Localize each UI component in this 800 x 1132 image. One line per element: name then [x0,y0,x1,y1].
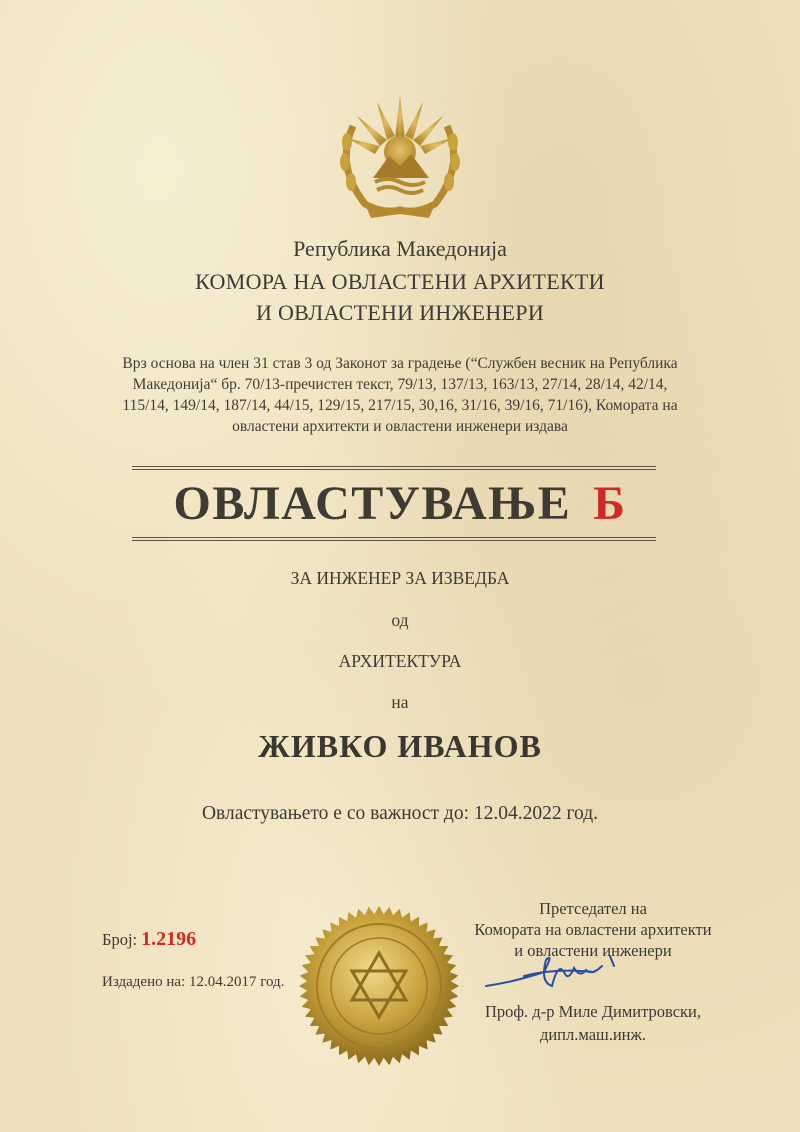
category-letter: Б [593,477,627,530]
legal-basis-line: овластени архитекти и овластени инженери издава [232,418,568,435]
title-rule-top-inner [132,469,656,470]
legal-basis-paragraph [110,353,690,437]
president-line: и овластени инженери [514,941,672,960]
title-text: ОВЛАСТУВАЊЕ [173,477,572,530]
chamber-name-line-1: КОМОРА НА ОВЛАСТЕНИ АРХИТЕКТИ [195,269,605,294]
president-line: Претседател на [539,899,647,918]
issue-date: Издадено на: 12.04.2017 год. [102,974,285,990]
role-connector-na: на [391,692,409,712]
role-connector-od: од [391,610,409,630]
country-name: Република Македонија [293,236,507,261]
chamber-name [0,266,800,328]
certificate-title [0,476,800,531]
signer-name: Проф. д-р Миле Димитровски, [484,1002,702,1021]
holder-name: ЖИВКО ИВАНОВ [258,728,542,764]
legal-basis-line: Врз основа на член 31 став 3 од Законот за градење (“Службен весник на Република [122,355,678,372]
discipline: АРХИТЕКТУРА [338,651,462,671]
signer-block [458,1000,728,1046]
signer-title: дипл.маш.инж. [539,1025,647,1044]
gold-seal [298,905,460,1067]
validity-statement: Овластувањето е со важност до: 12.04.2022 год. [201,803,599,824]
signature [484,942,634,1002]
certificate-number [102,928,196,951]
president-line: Комората на овластени архитекти [474,920,712,939]
coat-of-arms-emblem [325,86,475,226]
title-rule-bottom-inner [132,537,656,538]
legal-basis-line: 115/14, 149/14, 187/14, 44/15, 129/15, 217/15, 30,16, 31/16, 39/16, 71/16), Комората на [122,397,678,414]
chamber-name-line-2: И ОВЛАСТЕНИ ИНЖЕНЕРИ [255,300,545,325]
role-line: ЗА ИНЖЕНЕР ЗА ИЗВЕДБА [290,568,510,588]
legal-basis-line: Македонија“ бр. 70/13-пречистен текст, 79/13, 137/13, 163/13, 27/14, 28/14, 42/14, [132,376,668,393]
title-rule-top [132,466,656,467]
number-value: 1.2196 [141,928,197,950]
title-rule-bottom [132,540,656,541]
number-label: Број: [102,930,138,949]
